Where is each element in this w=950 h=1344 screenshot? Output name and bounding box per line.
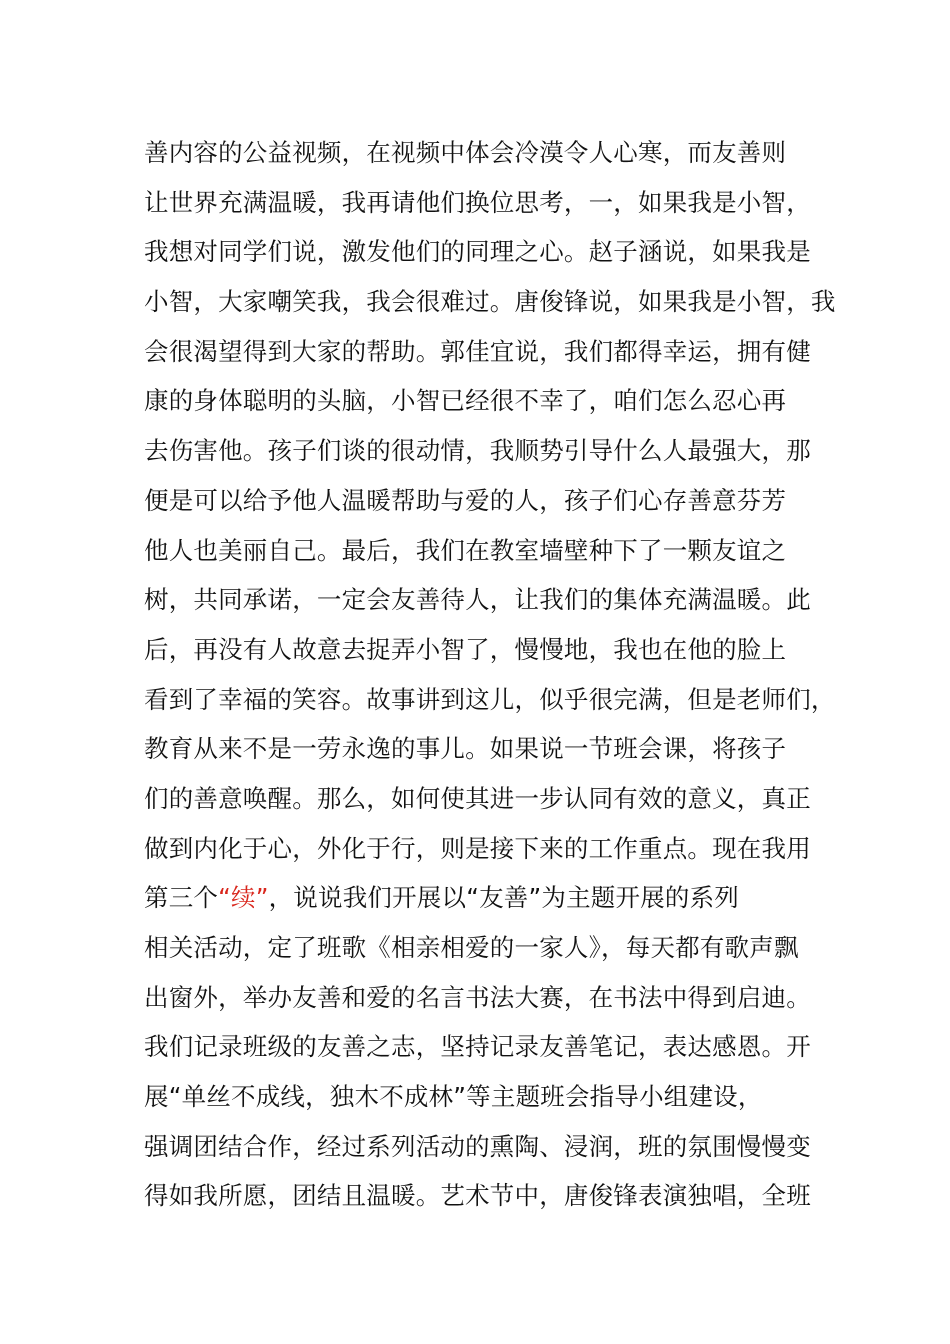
text-line bbox=[144, 923, 824, 973]
text-segment: 教育从来不是一劳永逸的事儿。如果说一节班会课，将孩子 bbox=[144, 734, 787, 764]
text-segment: 做到内化于心，外化于行，则是接下来的工作重点。现在我用 bbox=[144, 833, 811, 863]
text-segment: 树，共同承诺，一定会友善待人，让我们的集体充满温暖。此 bbox=[144, 585, 811, 615]
text-line bbox=[144, 376, 824, 426]
text-line bbox=[144, 178, 824, 228]
text-segment: 出窗外，举办友善和爱的名言书法大赛，在书法中得到启迪。 bbox=[144, 982, 811, 1012]
text-segment: 看到了幸福的笑容。故事讲到这儿，似乎很完满，但是老师们， bbox=[144, 684, 836, 714]
text-line bbox=[144, 824, 824, 874]
text-line bbox=[144, 476, 824, 526]
text-segment: 后，再没有人故意去捉弄小智了，慢慢地，我也在他的脸上 bbox=[144, 634, 787, 664]
text-segment: 强调团结合作，经过系列活动的熏陶、浸润，班的氛围慢慢变 bbox=[144, 1131, 811, 1161]
text-segment: 小智，大家嘲笑我，我会很难过。唐俊锋说，如果我是小智，我 bbox=[144, 287, 836, 317]
text-line bbox=[144, 873, 824, 923]
text-line bbox=[144, 774, 824, 824]
text-line bbox=[144, 1072, 824, 1122]
text-segment: 相关活动，定了班歌《相亲相爱的一家人》，每天都有歌声飘 bbox=[144, 933, 799, 962]
text-segment: 他人也美丽自己。最后，我们在教室墙壁种下了一颗友谊之 bbox=[144, 535, 787, 565]
text-segment: 们的善意唤醒。那么，如何使其进一步认同有效的意义，真正 bbox=[144, 783, 811, 813]
text-segment: 去伤害他。孩子们谈的很动情，我顺势引导什么人最强大，那 bbox=[144, 436, 811, 466]
text-line bbox=[144, 1122, 824, 1172]
text-segment: 我们记录班级的友善之志，坚持记录友善笔记，表达感恩。开 bbox=[144, 1032, 811, 1062]
highlighted-text: “续” bbox=[218, 883, 269, 913]
text-segment: 得如我所愿，团结且温暖。艺术节中，唐俊锋表演独唱，全班 bbox=[144, 1181, 811, 1211]
text-segment: 展“单丝不成线，独木不成林”等主题班会指导小组建设， bbox=[144, 1082, 763, 1112]
text-line bbox=[144, 327, 824, 377]
text-line bbox=[144, 227, 824, 277]
text-segment: ，说说我们开展以“友善”为主题开展的系列 bbox=[268, 883, 739, 913]
text-segment: 让世界充满温暖，我再请他们换位思考，一，如果我是小智， bbox=[144, 187, 811, 217]
text-line bbox=[144, 675, 836, 725]
text-segment: 我想对同学们说，激发他们的同理之心。赵子涵说，如果我是 bbox=[144, 237, 811, 267]
text-line bbox=[144, 1022, 824, 1072]
text-line bbox=[144, 724, 824, 774]
text-line bbox=[144, 575, 824, 625]
text-segment: 善内容的公益视频，在视频中体会冷漠令人心寒，而友善则 bbox=[144, 138, 787, 167]
text-line bbox=[144, 426, 824, 476]
text-line bbox=[144, 128, 824, 178]
text-line bbox=[144, 526, 824, 576]
text-line bbox=[144, 1171, 824, 1221]
text-segment: 会很渴望得到大家的帮助。郭佳宜说，我们都得幸运，拥有健 bbox=[144, 336, 811, 366]
text-segment: 便是可以给予他人温暖帮助与爱的人，孩子们心存善意芬芳 bbox=[144, 485, 787, 515]
text-segment: 第三个 bbox=[144, 883, 219, 913]
text-segment: 康的身体聪明的头脑，小智已经很不幸了，咱们怎么忍心再 bbox=[144, 386, 787, 416]
text-line bbox=[144, 277, 836, 327]
text-line bbox=[144, 973, 824, 1023]
text-line bbox=[144, 625, 824, 675]
body-text bbox=[144, 128, 836, 1221]
